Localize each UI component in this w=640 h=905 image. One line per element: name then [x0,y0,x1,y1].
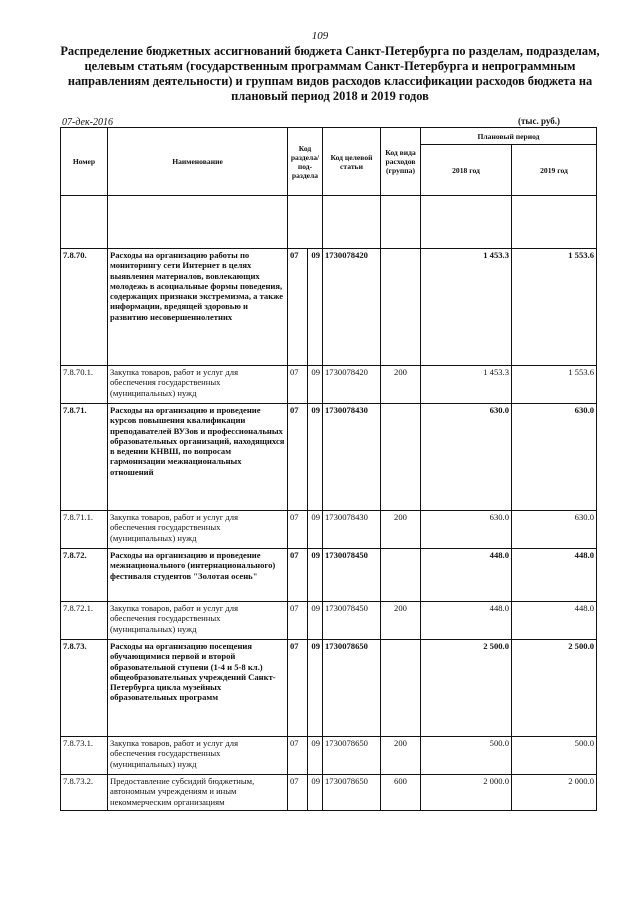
row-group-code: 200 [381,737,421,775]
row-group-code [381,640,421,737]
row-amount-2018: 448.0 [421,549,512,602]
row-article-code: 1730078650 [323,737,381,775]
row-subsection-code: 09 [308,366,323,404]
row-name: Расходы на организацию посещения обучающимися первой и второй образовательной ступени (1-4 и 5-8 кл.) общеобразовательных учреждений Санкт-Петербурга цикла музейных образовательных программ [108,640,288,737]
page-number: 109 [311,30,329,42]
table-row [61,366,597,404]
row-name: Предоставление субсидий бюджетным, автономным учреждениям и иным некоммерческим организациям [108,775,288,811]
row-amount-2018: 2 500.0 [421,640,512,737]
row-number: 7.8.73.1. [61,737,108,775]
row-number: 7.8.70.1. [61,366,108,404]
table-row [61,737,597,775]
row-amount-2019: 1 553.6 [512,249,597,366]
row-article-code: 1730078420 [323,249,381,366]
header-year-2019: 2019 год [512,145,597,196]
row-amount-2019: 1 553.6 [512,366,597,404]
row-number: 7.8.72. [61,549,108,602]
row-number: 7.8.73.2. [61,775,108,811]
header-planned-period: Плановый период [421,128,597,145]
row-subsection-code: 09 [308,404,323,511]
row-amount-2019: 448.0 [512,549,597,602]
row-group-code [381,249,421,366]
row-article-code: 1730078650 [323,640,381,737]
row-amount-2019: 500.0 [512,737,597,775]
row-number: 7.8.71.1. [61,511,108,549]
table-row [61,602,597,640]
row-amount-2019: 448.0 [512,602,597,640]
row-section-code: 07 [288,366,308,404]
table-row [61,249,597,366]
row-section-code: 07 [288,775,308,811]
row-amount-2018: 630.0 [421,404,512,511]
row-section-code: 07 [288,640,308,737]
row-subsection-code: 09 [308,249,323,366]
row-group-code: 600 [381,775,421,811]
table-row [61,511,597,549]
header-group: Код вида расходов (группа) [381,128,421,196]
document-date: 07-дек-2016 [62,117,113,128]
table-row [61,775,597,811]
table-row [61,404,597,511]
row-article-code: 1730078450 [323,549,381,602]
row-amount-2018: 1 453.3 [421,366,512,404]
units-label: (тыс. руб.) [518,116,560,126]
row-group-code: 200 [381,602,421,640]
row-subsection-code: 09 [308,775,323,811]
row-section-code: 07 [288,737,308,775]
header-section: Код раздела/ под- раздела [288,128,323,196]
row-name: Расходы на организацию и проведение курсов повышения квалификации преподавателей ВУЗов и профессиональных образовательных организаций, находящихся в ведении КНВШ, по вопросам гармонизации межнациональных отношений [108,404,288,511]
header-article: Код целевой статьи [323,128,381,196]
row-amount-2018: 448.0 [421,602,512,640]
row-name: Расходы на организацию и проведение межнационального (интернационального) фестиваля студентов "Золотая осень" [108,549,288,602]
row-amount-2019: 630.0 [512,511,597,549]
row-section-code: 07 [288,249,308,366]
row-name: Закупка товаров, работ и услуг для обеспечения государственных (муниципальных) нужд [108,737,288,775]
row-number: 7.8.72.1. [61,602,108,640]
row-name: Закупка товаров, работ и услуг для обеспечения государственных (муниципальных) нужд [108,602,288,640]
row-article-code: 1730078420 [323,366,381,404]
row-amount-2019: 630.0 [512,404,597,511]
row-section-code: 07 [288,404,308,511]
row-amount-2019: 2 500.0 [512,640,597,737]
row-amount-2018: 2 000.0 [421,775,512,811]
row-name: Расходы на организацию работы по мониторингу сети Интернет в целях выявления материалов, вовлекающих молодежь в асоциальные формы поведения, содержащих признаки экстремизма, а также информации, вредящей здоровью и развитию несовершеннолетних [108,249,288,366]
row-name: Закупка товаров, работ и услуг для обеспечения государственных (муниципальных) нужд [108,511,288,549]
row-article-code: 1730078450 [323,602,381,640]
header-number: Номер [61,128,108,196]
row-subsection-code: 09 [308,511,323,549]
header-year-2018: 2018 год [421,145,512,196]
row-number: 7.8.73. [61,640,108,737]
header-name: Наименование [108,128,288,196]
table-row [61,549,597,602]
row-amount-2018: 500.0 [421,737,512,775]
row-section-code: 07 [288,602,308,640]
row-group-code: 200 [381,511,421,549]
header-row-top [61,128,597,145]
table-row [61,640,597,737]
row-name: Закупка товаров, работ и услуг для обеспечения государственных (муниципальных) нужд [108,366,288,404]
row-section-code: 07 [288,549,308,602]
row-subsection-code: 09 [308,602,323,640]
row-article-code: 1730078430 [323,511,381,549]
row-group-code: 200 [381,366,421,404]
row-group-code [381,549,421,602]
row-number: 7.8.70. [61,249,108,366]
row-group-code [381,404,421,511]
row-section-code: 07 [288,511,308,549]
row-amount-2018: 1 453.3 [421,249,512,366]
row-amount-2019: 2 000.0 [512,775,597,811]
row-article-code: 1730078650 [323,775,381,811]
budget-table [60,127,597,811]
table-body [61,249,597,811]
row-subsection-code: 09 [308,737,323,775]
document-title: Распределение бюджетных ассигнований бюджета Санкт-Петербурга по разделам, подразделам, целевым статьям (государственным программам Санкт-Петербурга и непрограммным направлениям деятельности) и группам видов расходов классификации расходов бюджета на плановый период 2018 и 2019 годов [60,44,600,103]
row-amount-2018: 630.0 [421,511,512,549]
row-subsection-code: 09 [308,640,323,737]
row-subsection-code: 09 [308,549,323,602]
row-number: 7.8.71. [61,404,108,511]
header-spacer-row [61,196,597,249]
row-article-code: 1730078430 [323,404,381,511]
